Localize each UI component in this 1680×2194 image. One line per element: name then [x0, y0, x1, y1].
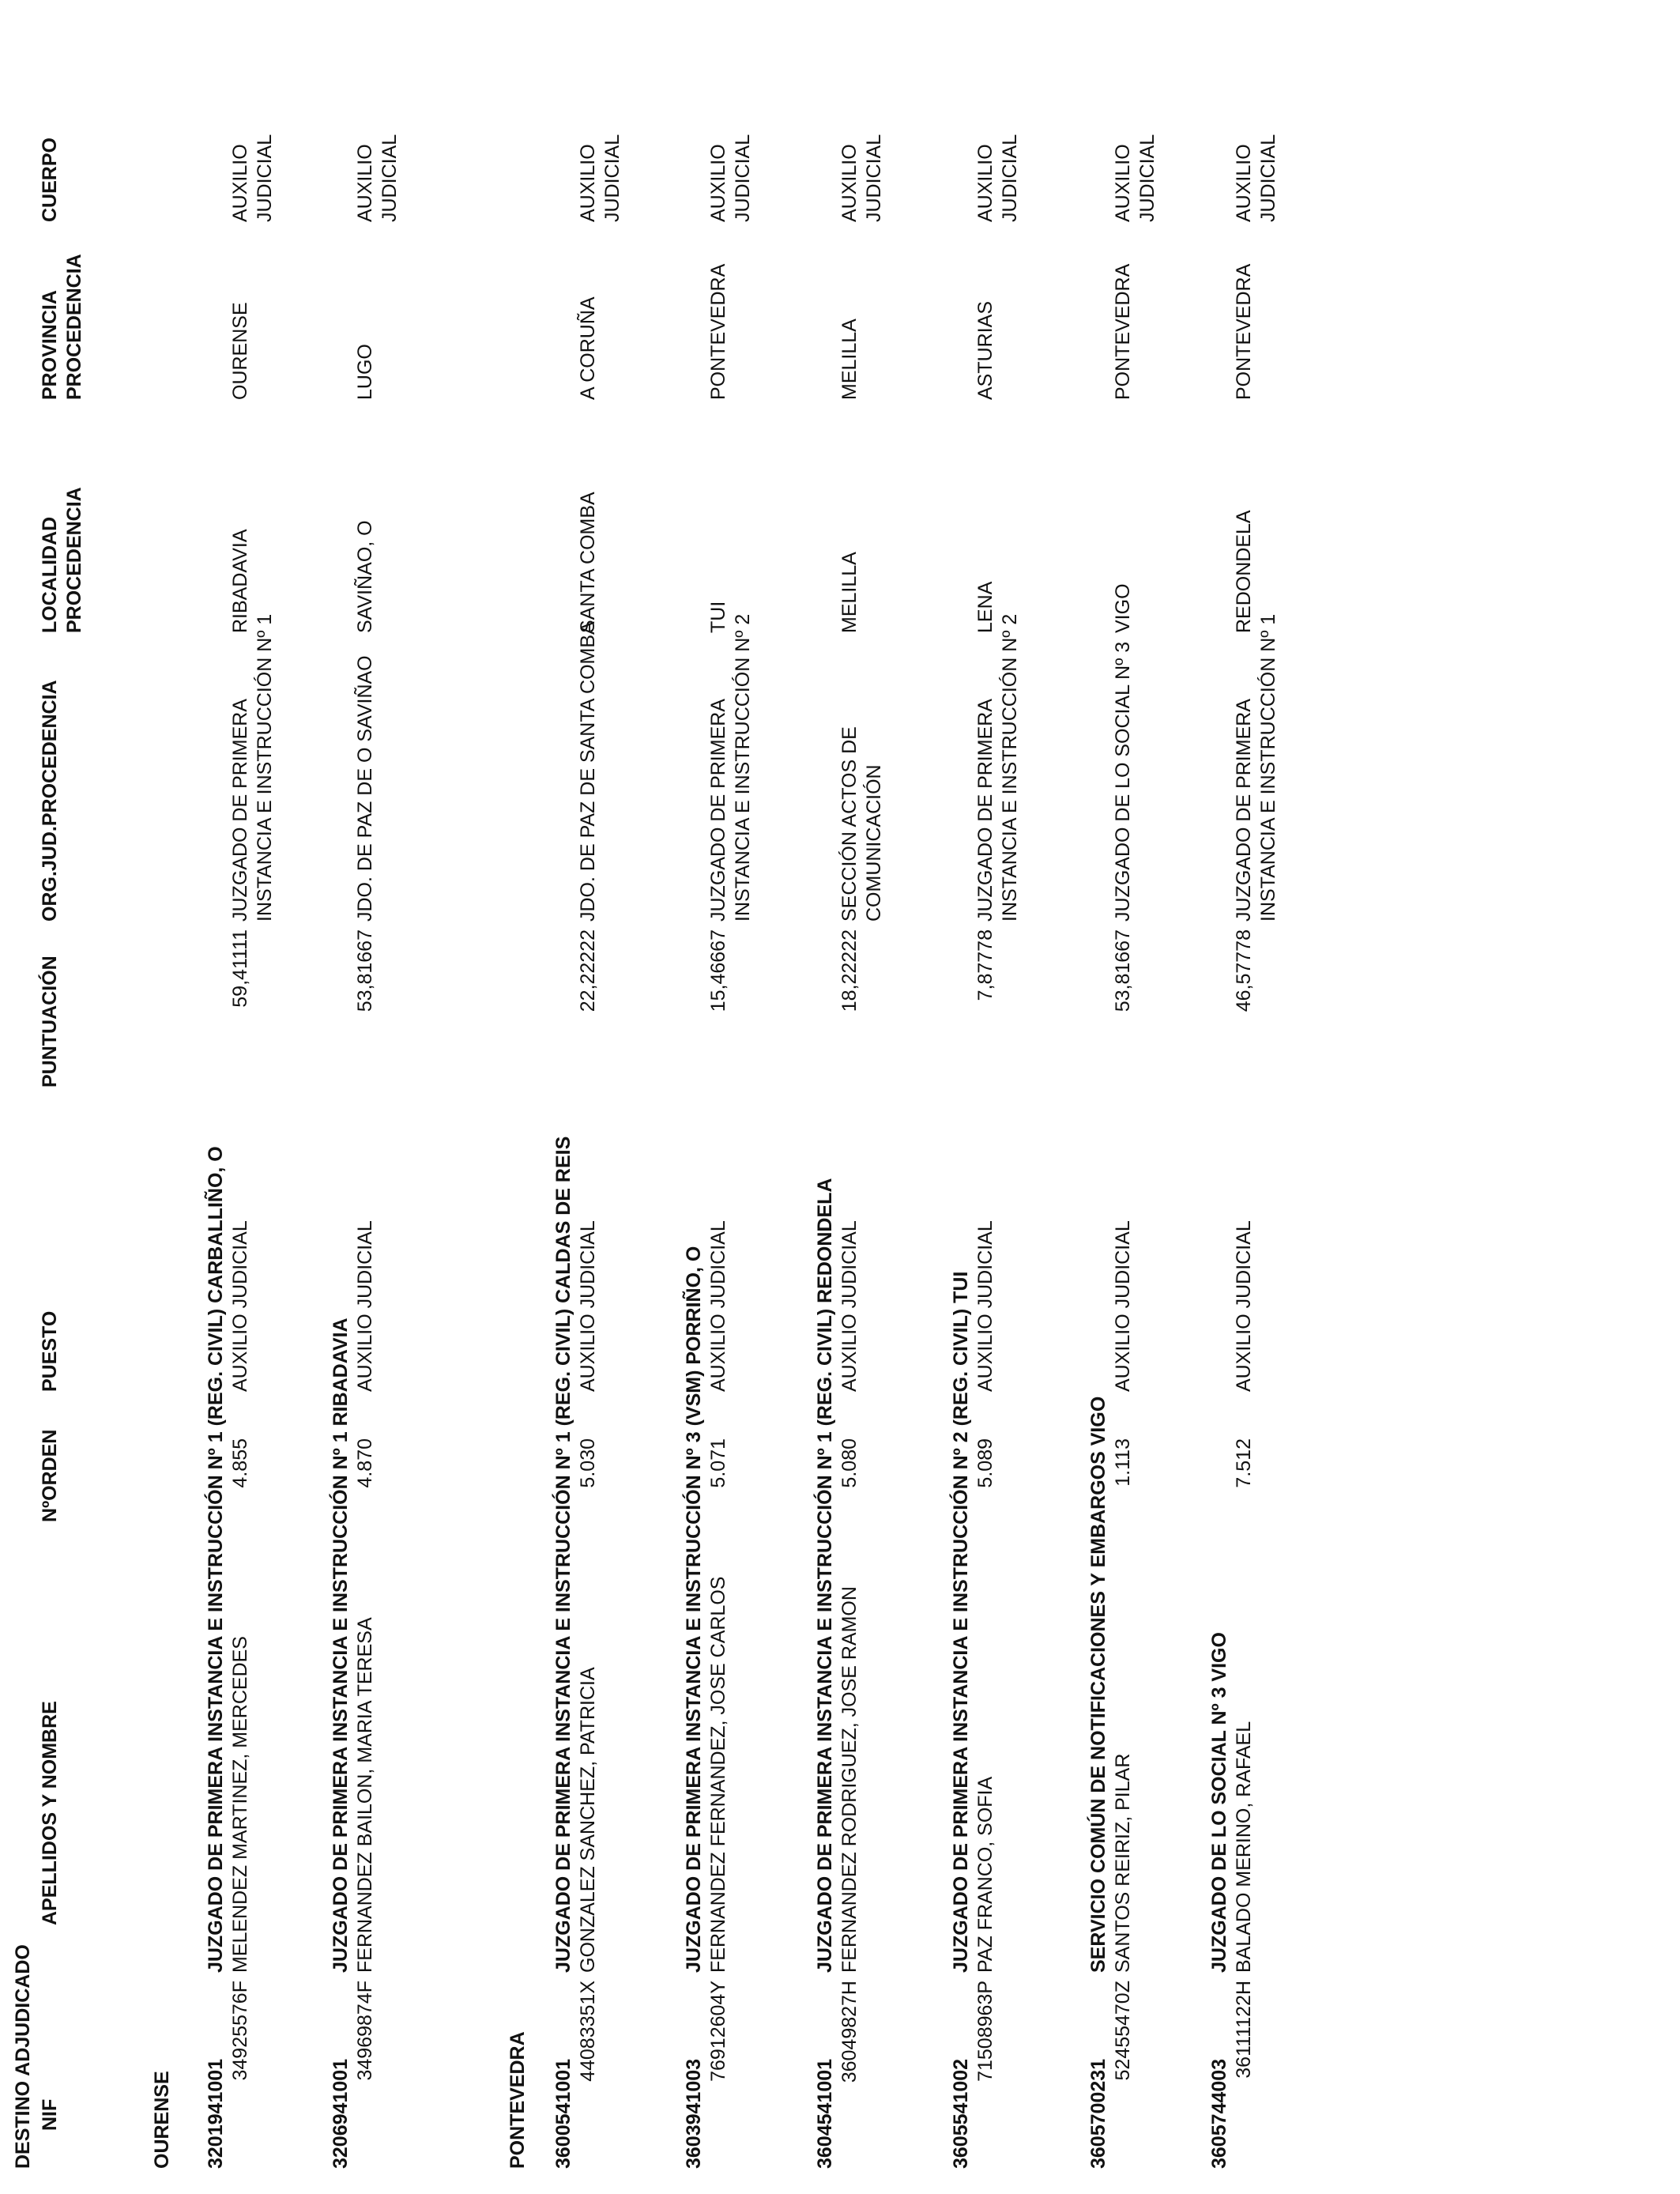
destino-code: 3605744003: [1208, 2058, 1230, 2169]
org-procedencia: INSTANCIA E INSTRUCCIÓN Nº 1: [254, 613, 276, 922]
col-header-org: ORG.JUD.PROCEDENCIA: [39, 680, 61, 922]
cuerpo: AUXILIO: [1233, 144, 1255, 222]
province-header: OURENSE: [151, 2071, 173, 2169]
nombre: MELENDEZ MARTINEZ, MERCEDES: [229, 1636, 251, 1973]
nif: 71508963P: [974, 1981, 996, 2082]
nombre: FERNANDEZ RODRIGUEZ, JOSE RAMON: [838, 1586, 861, 1973]
nif: 52455470Z: [1112, 1981, 1134, 2081]
provincia: PONTEVEDRA: [1112, 263, 1134, 400]
destino-name: JUZGADO DE PRIMERA INSTANCIA E INSTRUCCIÓN Nº 1 (REG. CIVIL) CALDAS DE REIS: [552, 1136, 574, 1973]
destino-name: JUZGADO DE PRIMERA INSTANCIA E INSTRUCCIÓN Nº 2 (REG. CIVIL) TUI: [950, 1271, 972, 1973]
localidad: SAVIÑAO, O: [354, 520, 376, 633]
provincia: A CORUÑA: [577, 296, 599, 400]
provincia: LUGO: [354, 344, 376, 400]
col-header-provincia-2: PROCEDENCIA: [63, 254, 85, 400]
province-header: PONTEVEDRA: [507, 2031, 529, 2169]
puntuacion: 53,81667: [1112, 929, 1134, 1012]
localidad: SANTA COMBA: [577, 492, 599, 633]
org-procedencia: INSTANCIA E INSTRUCCIÓN Nº 2: [732, 613, 754, 922]
col-header-nif: NIF: [39, 2098, 61, 2131]
nif: 36049827H: [838, 1981, 861, 2083]
puesto: AUXILIO JUDICIAL: [838, 1220, 861, 1392]
localidad: LENA: [974, 581, 996, 633]
org-procedencia: SECCIÓN ACTOS DE: [838, 726, 861, 922]
puesto: AUXILIO JUDICIAL: [974, 1220, 996, 1392]
org-procedencia: COMUNICACIÓN: [863, 764, 885, 922]
nombre: FERNANDEZ BAILON, MARIA TERESA: [354, 1617, 376, 1973]
puntuacion: 59,41111: [229, 929, 251, 1008]
puntuacion: 53,81667: [354, 929, 376, 1012]
puesto: AUXILIO JUDICIAL: [707, 1220, 729, 1392]
localidad: MELILLA: [838, 552, 861, 633]
col-header-cuerpo: CUERPO: [39, 138, 61, 222]
provincia: PONTEVEDRA: [1233, 263, 1255, 400]
cuerpo: AUXILIO: [974, 144, 996, 222]
org-procedencia: JUZGADO DE PRIMERA: [974, 699, 996, 922]
nif: 76912604Y: [707, 1981, 729, 2082]
destino-code: 3605700231: [1087, 2058, 1109, 2169]
provincia: OURENSE: [229, 302, 251, 400]
cuerpo: JUDICIAL: [254, 134, 276, 222]
localidad: VIGO: [1112, 583, 1134, 633]
nombre: FERNANDEZ FERNANDEZ, JOSE CARLOS: [707, 1576, 729, 1973]
cuerpo: JUDICIAL: [863, 134, 885, 222]
nif: 36111122H: [1233, 1981, 1255, 2079]
puntuacion: 15,46667: [707, 929, 729, 1012]
localidad: REDONDELA: [1233, 510, 1255, 633]
puntuacion: 18,22222: [838, 929, 861, 1012]
puntuacion: 22,22222: [577, 929, 599, 1012]
col-header-puntuacion: PUNTUACIÓN: [39, 956, 61, 1088]
orden: 4.855: [229, 1438, 251, 1488]
puesto: AUXILIO JUDICIAL: [1112, 1220, 1134, 1392]
puntuacion: 46,57778: [1233, 929, 1255, 1012]
destino-name: JUZGADO DE PRIMERA INSTANCIA E INSTRUCCIÓN Nº 1 (REG. CIVIL) REDONDELA: [814, 1178, 836, 1973]
orden: 5.080: [838, 1438, 861, 1488]
nif: 34969874F: [354, 1981, 376, 2081]
org-procedencia: JUZGADO DE PRIMERA: [229, 699, 251, 922]
destino-name: JUZGADO DE PRIMERA INSTANCIA E INSTRUCCIÓN Nº 1 (REG. CIVIL) CARBALLIÑO, O: [205, 1146, 227, 1973]
cuerpo: AUXILIO: [354, 144, 376, 222]
org-procedencia: JUZGADO DE LO SOCIAL Nº 3: [1112, 641, 1134, 922]
puesto: AUXILIO JUDICIAL: [1233, 1220, 1255, 1392]
cuerpo: JUDICIAL: [1257, 134, 1279, 222]
cuerpo: AUXILIO: [1112, 144, 1134, 222]
orden: 4.870: [354, 1438, 376, 1488]
orden: 1.113: [1112, 1438, 1134, 1487]
org-procedencia: JUZGADO DE PRIMERA: [1233, 699, 1255, 922]
cuerpo: JUDICIAL: [732, 134, 754, 222]
cuerpo: AUXILIO: [707, 144, 729, 222]
col-header-localidad-1: LOCALIDAD: [39, 516, 61, 633]
orden: 7.512: [1233, 1438, 1255, 1488]
col-header-orden: NºORDEN: [39, 1429, 61, 1522]
col-header-nombre: APELLIDOS Y NOMBRE: [39, 1701, 61, 1925]
destino-code: 3605541002: [950, 2058, 972, 2169]
cuerpo: JUDICIAL: [999, 134, 1021, 222]
org-procedencia: INSTANCIA E INSTRUCCIÓN Nº 1: [1257, 613, 1279, 922]
destino-code: 3600541001: [552, 2058, 574, 2169]
org-procedencia: JDO. DE PAZ DE O SAVIÑAO: [354, 655, 376, 922]
nombre: PAZ FRANCO, SOFIA: [974, 1776, 996, 1973]
localidad: TUI: [707, 601, 729, 633]
provincia: PONTEVEDRA: [707, 263, 729, 400]
puesto: AUXILIO JUDICIAL: [229, 1220, 251, 1392]
destino-code: 3201941001: [205, 2058, 227, 2169]
destino-name: JUZGADO DE PRIMERA INSTANCIA E INSTRUCCIÓN Nº 1 RIBADAVIA: [330, 1318, 352, 1973]
destino-code: 3604541001: [814, 2058, 836, 2169]
destino-name: SERVICIO COMÚN DE NOTIFICACIONES Y EMBARGOS VIGO: [1087, 1396, 1109, 1973]
provincia: MELILLA: [838, 319, 861, 400]
destino-code: 3206941001: [330, 2058, 352, 2169]
nif: 44083351X: [577, 1981, 599, 2082]
cuerpo: AUXILIO: [577, 144, 599, 222]
localidad: RIBADAVIA: [229, 529, 251, 633]
org-procedencia: INSTANCIA E INSTRUCCIÓN Nº 2: [999, 613, 1021, 922]
puntuacion: 7,87778: [974, 929, 996, 1001]
cuerpo: JUDICIAL: [379, 134, 401, 222]
org-procedencia: JUZGADO DE PRIMERA: [707, 699, 729, 922]
destino-adjudicado-title: DESTINO ADJUDICADO: [12, 1944, 34, 2169]
destino-name: JUZGADO DE LO SOCIAL Nº 3 VIGO: [1208, 1632, 1230, 1973]
col-header-localidad-2: PROCEDENCIA: [63, 487, 85, 633]
provincia: ASTURIAS: [974, 300, 996, 400]
puesto: AUXILIO JUDICIAL: [354, 1220, 376, 1392]
nombre: GONZALEZ SANCHEZ, PATRICIA: [577, 1667, 599, 1973]
col-header-provincia-1: PROVINCIA: [39, 290, 61, 400]
destino-name: JUZGADO DE PRIMERA INSTANCIA E INSTRUCCIÓN Nº 3 (VSM) PORRIÑO, O: [683, 1246, 705, 1973]
col-header-puesto: PUESTO: [39, 1310, 61, 1392]
orden: 5.089: [974, 1438, 996, 1488]
cuerpo: AUXILIO: [838, 144, 861, 222]
nif: 34925576F: [229, 1981, 251, 2081]
orden: 5.030: [577, 1438, 599, 1488]
orden: 5.071: [707, 1438, 729, 1488]
nombre: SANTOS REIRIZ, PILAR: [1112, 1753, 1134, 1973]
cuerpo: JUDICIAL: [601, 134, 623, 222]
puesto: AUXILIO JUDICIAL: [577, 1220, 599, 1392]
cuerpo: AUXILIO: [229, 144, 251, 222]
org-procedencia: JDO. DE PAZ DE SANTA COMBA: [577, 621, 599, 922]
nombre: BALADO MERINO, RAFAEL: [1233, 1721, 1255, 1973]
cuerpo: JUDICIAL: [1136, 134, 1158, 222]
destino-code: 3603941003: [683, 2058, 705, 2169]
